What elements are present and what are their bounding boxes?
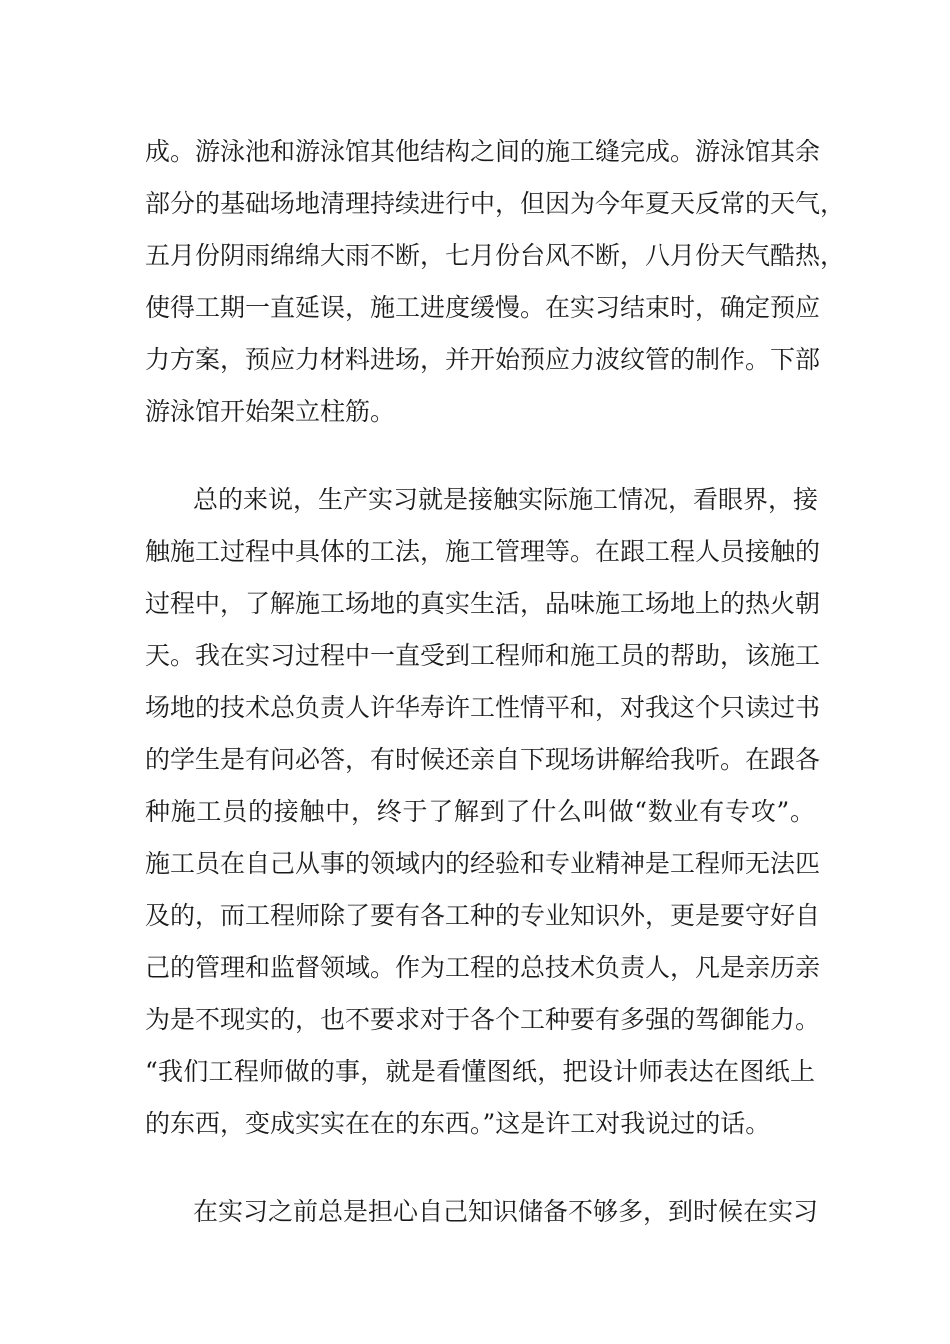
paragraph-1-line-5: 力方案，预应力材料进场，并开始预应力波纹管的制作。下部 bbox=[145, 345, 821, 374]
paragraph-2-line-4: 天。我在实习过程中一直受到工程师和施工员的帮助，该施工 bbox=[145, 641, 821, 670]
paragraph-1-line-4: 使得工期一直延误，施工进度缓慢。在实习结束时，确定预应 bbox=[145, 293, 821, 322]
paragraph-2-line-7: 种施工员的接触中，终于了解到了什么叫做“数业有专攻”。 bbox=[145, 797, 815, 826]
paragraph-1-line-2: 部分的基础场地清理持续进行中，但因为今年夏天反常的天气， bbox=[145, 189, 846, 218]
paragraph-2-line-12: “我们工程师做的事，就是看懂图纸，把设计师表达在图纸上 bbox=[145, 1057, 815, 1086]
paragraph-2-line-8: 施工员在自己从事的领域内的经验和专业精神是工程师无法匹 bbox=[145, 849, 821, 878]
paragraph-2-line-5: 场地的技术总负责人许华寿许工性情平和，对我这个只读过书 bbox=[145, 693, 821, 722]
paragraph-2-line-9: 及的，而工程师除了要有各工种的专业知识外，更是要守好自 bbox=[145, 901, 821, 930]
paragraph-1-line-6: 游泳馆开始架立柱筋。 bbox=[145, 397, 396, 426]
paragraph-2-line-11: 为是不现实的，也不要求对于各个工种要有多强的驾御能力。 bbox=[145, 1005, 821, 1034]
paragraph-3-line-1: 在实习之前总是担心自己知识储备不够多，到时候在实习 bbox=[193, 1197, 819, 1226]
paragraph-2-line-3: 过程中，了解施工场地的真实生活，品味施工场地上的热火朝 bbox=[145, 589, 821, 618]
paragraph-2-line-13: 的东西，变成实实在在的东西。”这是许工对我说过的话。 bbox=[145, 1109, 771, 1138]
paragraph-1-line-1: 成。游泳池和游泳馆其他结构之间的施工缝完成。游泳馆其余 bbox=[145, 137, 821, 166]
paragraph-2-line-10: 己的管理和监督领域。作为工程的总技术负责人，凡是亲历亲 bbox=[145, 953, 821, 982]
paragraph-2-line-1: 总的来说，生产实习就是接触实际施工情况，看眼界，接 bbox=[193, 485, 819, 514]
paragraph-1-line-3: 五月份阴雨绵绵大雨不断，七月份台风不断，八月份天气酷热， bbox=[145, 241, 846, 270]
paragraph-2-line-2: 触施工过程中具体的工法，施工管理等。在跟工程人员接触的 bbox=[145, 537, 821, 566]
paragraph-2-line-6: 的学生是有问必答，有时候还亲自下现场讲解给我听。在跟各 bbox=[145, 745, 821, 774]
